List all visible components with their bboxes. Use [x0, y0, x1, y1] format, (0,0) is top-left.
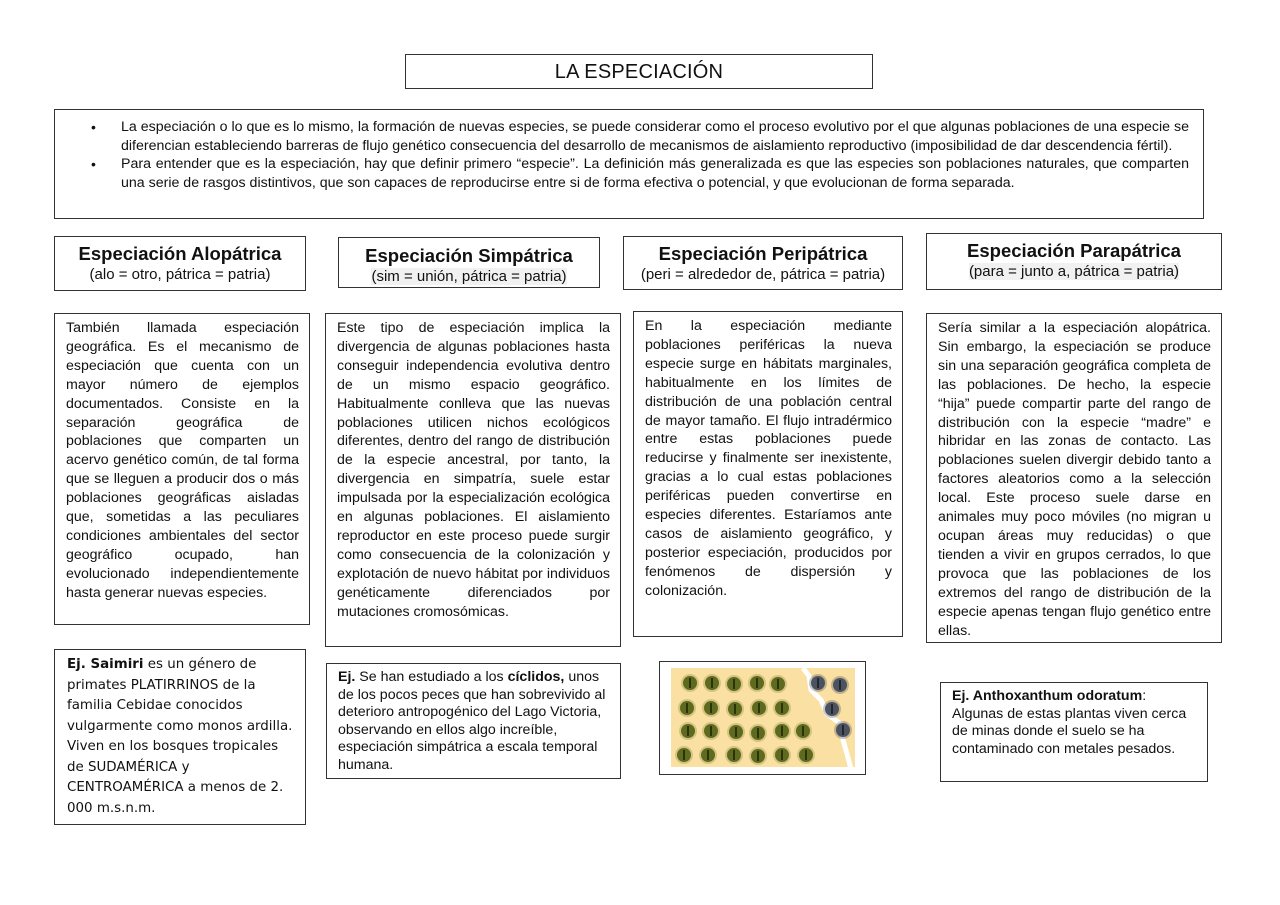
- example-saimiri: [54, 649, 306, 825]
- example-text-end: unos de los pocos peces que han sobrevivido al deterioro antropogénico del Lago Victoria, observando en ellos algo increíble, especiación simpátrica a escala temporal humana.: [338, 669, 606, 773]
- header-title: Especiación Peripátrica: [658, 243, 868, 264]
- intro-list: [85, 118, 1189, 192]
- description-simpatrica: [325, 313, 621, 647]
- beetle-population-icon: [671, 668, 855, 767]
- description-text: En la especiación mediante poblaciones periféricas la nueva especie surge en hábitats marginales, habitualmente en los límites de distribución de una población central de mayor tamaño. El flujo intradérmico entre estas poblaciones puede reducirse y finalmente ser inexistente, gracias a lo cual estas poblaciones periféricas pueden convertirse en especies diferentes. Estaríamos ante casos de aislamiento geográfico, y posterior especiación, producidos por fenómenos de dispersión y colonización.: [645, 318, 892, 599]
- intro-bullet-1: • La especiación o lo que es lo mismo, la formación de nuevas especies, se puede considerar como el proceso evolutivo por el que algunas poblaciones de una especie se diferencian estableciendo barreras de flujo genético consecuencia del desarrollo de mecanismos de aislamiento reproductivo (imposibilidad de dar descendencia fértil).: [121, 118, 1189, 155]
- description-text: También llamada especiación geográfica. Es el mecanismo de especiación que cuenta con un mayor número de ejemplos documentados. Consiste en la separación geográfica de poblaciones que comparten un acervo genético común, de tal forma que se lleguen a producir dos o más poblaciones geográficas aisladas que, sometidas a las peculiares condiciones ambientales del sector geográfico ocupado, han evolucionado independientemente hasta generar nuevas especies.: [66, 320, 299, 601]
- description-text: Sería similar a la especiación alopátrica. Sin embargo, la especiación se produce sin una separación geográfica completa de las poblaciones. De hecho, la especie “hija” puede compartir parte del rango de distribución con la especie “madre” e hibridar en las zonas de contacto. Las poblaciones suelen divergir debido tanto a factores aleatorios como a la selección local. Este proceso suele darse en animales muy poco móviles (no migran u ocupan áreas muy reducidas) o que tienden a vivir en grupos cerrados, lo que provoca que las poblaciones de los extremos del rango de distribución de la especie apenas tengan flujo genético entre ellas.: [938, 320, 1211, 639]
- intro-bullet-2-text-end: naturales, que comparten una serie de rasgos distintivos, que son capaces de reproducirse entre si de forma efectiva o potencial, y que evolucionan de forma separada.: [121, 156, 1189, 191]
- header-peripatrica: [623, 236, 903, 290]
- example-anthoxanthum: [940, 682, 1208, 782]
- header-title: Especiación Alopátrica: [78, 243, 282, 264]
- example-highlight: cíclidos,: [507, 669, 565, 685]
- description-alopatrica: [54, 313, 310, 625]
- intro-bullet-2: [121, 155, 1189, 192]
- header-etymology: (sim = unión, pátrica = patria): [371, 268, 567, 285]
- header-alopatrica: [54, 236, 306, 291]
- header-etymology: (alo = otro, pátrica = patria): [89, 266, 271, 283]
- example-label: Ej.: [338, 669, 356, 685]
- intro-bullet-2-definition: que es la especiación, hay que definir primero “especie”. La definición más generalizada es que las especies son poblaciones: [216, 156, 1022, 172]
- example-text: Se han estudiado a los: [355, 669, 508, 685]
- example-label: Ej. Saimiri: [67, 657, 144, 672]
- description-text: Este tipo de especiación implica la divergencia de algunas poblaciones hasta conseguir independencia evolutiva dentro de un mismo espacio geográfico. Habitualmente conlleva que las nuevas poblaciones utilicen nichos ecológicos diferentes, dentro del rango de distribución de la especie ancestral, por tanto, la divergencia en simpatría, suele estar impulsada por la especialización ecológica en algunas poblaciones. El aislamiento reproductor en este proceso puede surgir como consecuencia de la colonización y explotación de nuevo hábitat por individuos genéticamente diferenciados por mutaciones cromosómicas.: [337, 320, 610, 620]
- example-text: es un género de primates PLATIRRINOS de la familia Cebidae conocidos vulgarmente como monos ardilla. Viven en los bosques tropicales de SUDAMÉRICA y CENTROAMÉRICA a menos de 2. 000 m.s.n.m.: [67, 657, 293, 816]
- header-etymology: (peri = alrededor de, pátrica = patria): [640, 266, 886, 283]
- intro-box: [54, 109, 1204, 219]
- description-peripatrica: [633, 311, 903, 637]
- example-label: Ej. Anthoxanthum odoratum: [952, 688, 1143, 704]
- description-parapatrica: [926, 313, 1222, 643]
- header-simpatrica: [338, 237, 600, 288]
- header-title: Especiación Parapátrica: [967, 240, 1181, 261]
- example-text: : Algunas de estas plantas viven cerca de minas donde el suelo se ha contaminado con metales pesados.: [952, 688, 1187, 757]
- header-etymology: (para = junto a, pátrica = patria): [968, 263, 1180, 280]
- example-ciclidos: [326, 663, 621, 779]
- page-title: LA ESPECIACIÓN: [405, 54, 873, 89]
- intro-bullet-2-text: Para entender: [121, 156, 217, 172]
- beetle-illustration: [659, 661, 866, 775]
- header-parapatrica: [926, 233, 1222, 290]
- header-title: Especiación Simpátrica: [365, 245, 573, 266]
